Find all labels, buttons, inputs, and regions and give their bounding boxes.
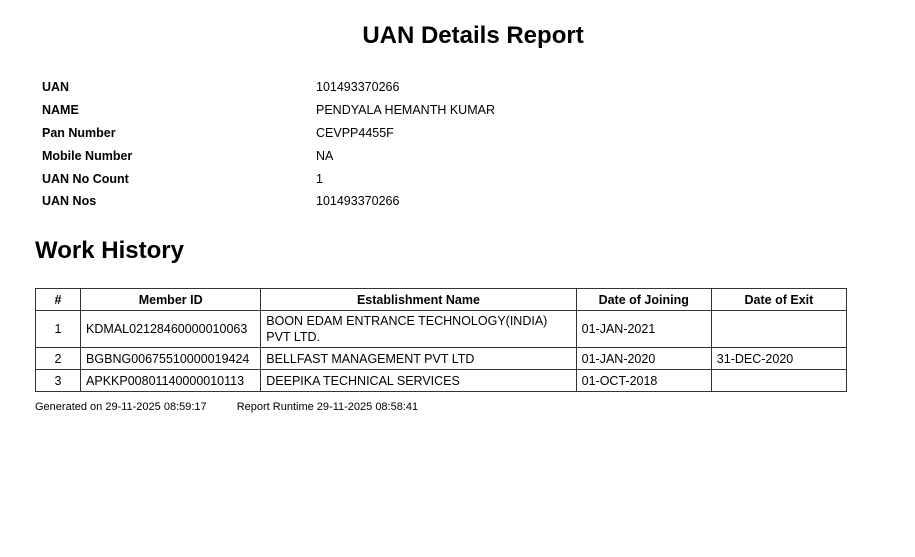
date-joining-cell: 01-JAN-2020: [576, 348, 711, 370]
detail-row-uan-count: [42, 167, 495, 190]
detail-value: 1: [316, 171, 323, 186]
establishment-cell: DEEPIKA TECHNICAL SERVICES: [261, 370, 576, 392]
detail-row-mobile: [42, 144, 495, 167]
row-index: 3: [36, 370, 81, 392]
detail-label: NAME: [42, 103, 79, 118]
detail-row-uan: [42, 76, 495, 99]
establishment-cell: BOON EDAM ENTRANCE TECHNOLOGY(INDIA) PVT LTD.: [261, 311, 576, 348]
row-index: 2: [36, 348, 81, 370]
detail-label: UAN No Count: [42, 171, 129, 186]
column-header-date-exit: Date of Exit: [711, 289, 846, 311]
column-header-date-joining: Date of Joining: [576, 289, 711, 311]
detail-row-name: [42, 99, 495, 122]
table-row: [36, 311, 847, 348]
table-row: [36, 348, 847, 370]
date-joining-cell: 01-JAN-2021: [576, 311, 711, 348]
date-joining-cell: 01-OCT-2018: [576, 370, 711, 392]
report-title: UAN Details Report: [362, 22, 584, 49]
report-runtime: Report Runtime 29-11-2025 08:58:41: [236, 401, 419, 413]
detail-value: 101493370266: [316, 80, 400, 95]
detail-value: CEVPP4455F: [316, 125, 394, 140]
detail-label: Mobile Number: [42, 148, 133, 163]
detail-label: UAN Nos: [42, 194, 97, 209]
work-history-heading: Work History: [35, 237, 184, 264]
member-id-cell: KDMAL02128460000010063: [81, 311, 261, 348]
table-row: [36, 370, 847, 392]
column-header-member-id: Member ID: [81, 289, 261, 311]
detail-row-uan-nos: [42, 190, 495, 213]
detail-row-pan: [42, 122, 495, 145]
detail-label: UAN: [42, 80, 70, 95]
work-history-table: [35, 288, 847, 392]
date-exit-cell: [711, 370, 846, 392]
member-id-cell: BGBNG00675510000019424: [81, 348, 261, 370]
table-header-row: [36, 289, 847, 311]
report-footer: [35, 400, 418, 414]
detail-label: Pan Number: [42, 125, 116, 140]
establishment-cell: BELLFAST MANAGEMENT PVT LTD: [261, 348, 576, 370]
column-header-index: #: [36, 289, 81, 311]
detail-value: 101493370266: [316, 194, 400, 209]
column-header-establishment: Establishment Name: [261, 289, 576, 311]
uan-details-table: [42, 76, 495, 213]
date-exit-cell: [711, 311, 846, 348]
member-id-cell: APKKP00801140000010113: [81, 370, 261, 392]
detail-value: NA: [316, 148, 334, 163]
detail-value: PENDYALA HEMANTH KUMAR: [316, 103, 495, 118]
date-exit-cell: 31-DEC-2020: [711, 348, 846, 370]
generated-timestamp: Generated on 29-11-2025 08:59:17: [35, 401, 207, 413]
row-index: 1: [36, 311, 81, 348]
